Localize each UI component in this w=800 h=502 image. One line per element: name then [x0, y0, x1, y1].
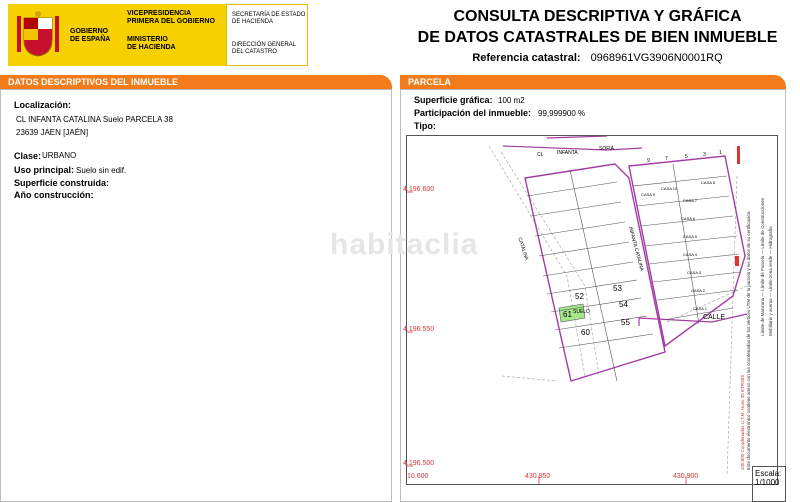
- coord-y-4196550: 4.196.550: [403, 326, 435, 333]
- section-bar-descriptivos: DATOS DESCRIPTIVOS DEL INMUEBLE: [0, 75, 392, 89]
- lot-52: 52: [575, 292, 584, 301]
- localizacion-label: Localización:: [14, 100, 72, 110]
- side-note-1: Este documento electrónico contiene anexo con las coordenadas de los vértices UTM de la parcela y los datos de su certificación.: [746, 210, 751, 470]
- superficie-grafica-value: 100 m2: [498, 96, 525, 105]
- coord-y-4196500: 4.196.500: [403, 460, 435, 467]
- street-label-catalina: CATALINA: [516, 236, 530, 262]
- coord-x-10600: 10.600: [407, 473, 429, 480]
- clase-label: Clase:: [14, 151, 42, 161]
- street-label-sofia: SOFIA: [599, 146, 615, 152]
- legend-manzana: Límite de Manzana: [760, 297, 765, 336]
- legend-hidrografia: Hidrografía: [768, 226, 773, 249]
- top-num-7: 7: [665, 156, 668, 162]
- legend-mobiliario: Mobiliario y aceras: [768, 298, 773, 336]
- uso-value: Suelo sin edif.: [76, 166, 127, 175]
- clase-value: URBANO: [42, 151, 77, 160]
- legend-parcela: Límite de Parcela: [760, 255, 765, 291]
- casa-8: CASA 8: [701, 180, 716, 185]
- address-line2: 23639 JAEN [JAÉN]: [16, 128, 89, 137]
- ref-label: Referencia catastral:: [472, 52, 581, 64]
- superficie-construida-label: Superficie construida:: [14, 178, 110, 188]
- top-num-1: 1: [719, 150, 722, 156]
- address-line1: CL INFANTA CATALINA Suelo PARCELA 38: [16, 115, 173, 124]
- lot-55: 55: [621, 318, 630, 327]
- casa-9: CASA 9: [641, 192, 656, 197]
- street-label-cl: CL: [537, 152, 544, 158]
- street-label-infanta-catalina: INFANTA CATALINA: [626, 226, 645, 272]
- lot-54: 54: [619, 300, 628, 309]
- legend-construcciones: Límite de Construcciones: [760, 197, 765, 249]
- scale-value: 1/1000: [755, 478, 780, 487]
- anio-construccion-label: Año construcción:: [14, 190, 94, 200]
- top-num-5: 5: [685, 154, 688, 160]
- superficie-grafica-label: Superficie gráfica:: [414, 95, 493, 105]
- coord-y-4196600: 4.196.600: [403, 186, 435, 193]
- coord-x-430850: 430.850: [525, 473, 551, 480]
- gobierno-de-espana-text: GOBIERNO DE ESPAÑA: [70, 28, 111, 43]
- casa-7: CASA 7: [683, 198, 698, 203]
- map-legend-2: Mobiliario y aceras — Límite zona verde — Hidrografía: [768, 226, 773, 336]
- right-block-lots: [633, 164, 741, 324]
- side-note-2: 430.800 Coordenadas U.T.M. Huso 30 ETRS89: [740, 374, 745, 470]
- casa-4: CASA 4: [683, 252, 698, 257]
- map-side-notes: [740, 140, 752, 470]
- scale-label: Escala:: [755, 469, 782, 478]
- vicepresidencia-text: VICEPRESIDENCIA PRIMERA DEL GOBIERNO MINISTERIO DE HACIENDA: [127, 10, 215, 51]
- lot-61: 61: [563, 310, 572, 319]
- casa-3: CASA 3: [687, 270, 702, 275]
- dashed-boundaries: [489, 146, 747, 476]
- scale-box: [752, 466, 786, 502]
- street-label-infanta: INFANTA: [557, 150, 578, 156]
- participacion-label: Participación del inmueble:: [414, 108, 532, 118]
- participacion-value: 99,999900 %: [538, 109, 586, 118]
- casa-2: CASA 2: [691, 288, 706, 293]
- watermark-logo: habitaclia: [330, 228, 479, 261]
- uso-label: Uso principal:: [14, 165, 75, 175]
- lot-suelo: SUELO: [573, 309, 590, 315]
- top-num-9: 9: [647, 158, 650, 164]
- coord-x-430900: 430.900: [673, 473, 699, 480]
- cadastral-map-svg: [407, 136, 777, 484]
- page-title: CONSULTA DESCRIPTIVA Y GRÁFICA DE DATOS CATASTRALES DE BIEN INMUEBLE: [417, 8, 778, 46]
- referencia-catastral: [400, 52, 795, 64]
- casa-1: CASA 1: [693, 306, 708, 311]
- tipo-label: Tipo:: [414, 121, 436, 131]
- casa-6: CASA 6: [681, 216, 696, 221]
- street-label-calle: CALLE: [703, 314, 726, 321]
- casa-10: CASA 10: [661, 186, 678, 191]
- lot-53: 53: [613, 284, 622, 293]
- map-legend: Límite de Manzana — Límite de Parcela — Límite de Construcciones: [760, 197, 765, 336]
- street-lines: [503, 136, 747, 326]
- ref-value: 0968961VG3906N0001RQ: [590, 52, 723, 64]
- top-num-3: 3: [703, 152, 706, 158]
- legend-zona-verde: Límite zona verde: [768, 255, 773, 292]
- section-bar-parcela: PARCELA: [400, 75, 786, 89]
- lot-60: 60: [581, 328, 590, 337]
- casa-5: CASA 5: [683, 234, 698, 239]
- spain-coat-of-arms-icon: [14, 10, 62, 60]
- secretaria-text: SECRETARÍA DE ESTADO DE HACIENDA DIRECCIÓN GENERAL DEL CATASTRO: [232, 12, 306, 55]
